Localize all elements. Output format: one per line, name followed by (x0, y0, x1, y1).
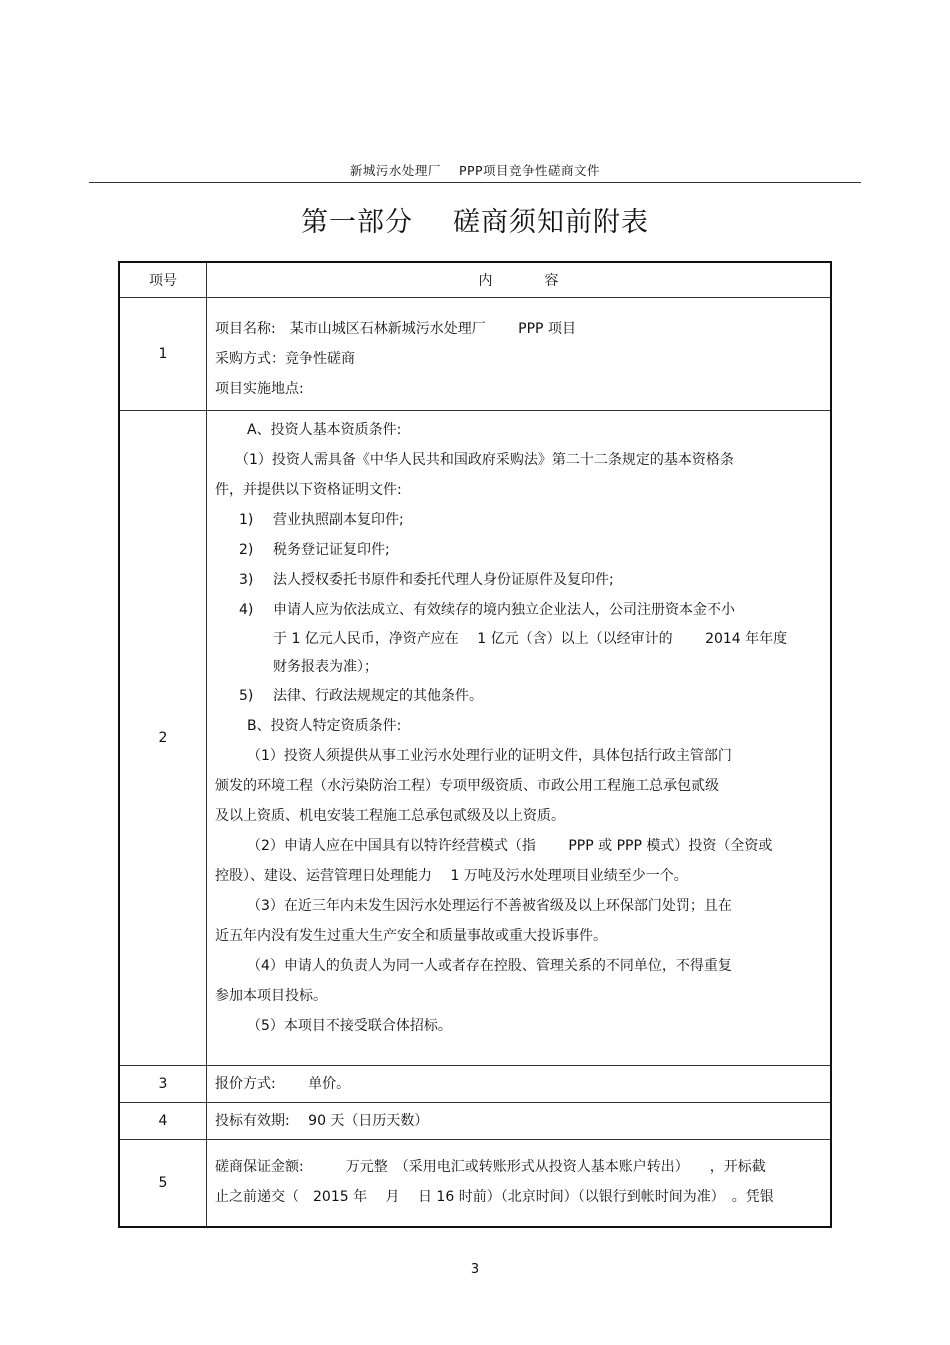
row-content (207, 1103, 832, 1140)
item-text: 营业执照副本复印件; (273, 512, 404, 528)
title-name: 磋商须知前附表 (453, 207, 649, 238)
row-num: 5 (119, 1140, 207, 1228)
row-content (207, 298, 832, 411)
row-num: 2 (119, 411, 207, 1066)
row-num: 4 (119, 1103, 207, 1140)
header-content-b: 容 (544, 273, 559, 289)
header-project: 新城污水处理厂 (349, 163, 441, 178)
item-num: 1) (239, 512, 254, 528)
item-text: 申请人应为依法成立、有效续存的境内独立企业法人，公司注册资本金不小 (273, 602, 735, 618)
bid-validity: 投标有效期: 90 天（日历天数） (215, 1113, 429, 1129)
page-header (0, 161, 950, 179)
text-line: 于 1 亿元人民币，净资产应在 1 亿元（含）以上（以经审计的 2014 年年度 (273, 631, 788, 647)
procurement-method: 采购方式：竞争性磋商 (215, 351, 355, 367)
page-title (0, 200, 950, 239)
text-line: （3）在近三年内未发生因污水处理运行不善被省级及以上环保部门处罚；且在 (247, 898, 732, 914)
text-line: 件，并提供以下资格证明文件: (215, 482, 402, 498)
row-content (207, 1066, 832, 1103)
page-number: 3 (470, 1262, 480, 1277)
header-rule (89, 182, 861, 183)
header-num: 项号 (119, 262, 207, 298)
text-line: 磋商保证金额: 万元整 （采用电汇或转账形式从投资人基本账户转出） ，开标截 (215, 1159, 766, 1175)
text-line: （2）申请人应在中国具有以特许经营模式（指 PPP 或 PPP 模式）投资（全资或 (247, 838, 773, 854)
table-header-row (119, 262, 831, 298)
text-line: （4）申请人的负责人为同一人或者存在控股、管理关系的不同单位，不得重复 (247, 958, 732, 974)
project-location: 项目实施地点: (215, 381, 304, 397)
instructions-table (118, 261, 832, 1228)
text-line: 及以上资质、机电安装工程施工总承包贰级及以上资质。 (215, 808, 565, 824)
text-line: 颁发的环境工程（水污染防治工程）专项甲级资质、市政公用工程施工总承包贰级 (215, 778, 719, 794)
item-num: 5) (239, 688, 254, 704)
header-doc: PPP项目竞争性磋商文件 (458, 163, 601, 178)
text-line: 控股）、建设、运营管理日处理能力 1 万吨及污水处理项目业绩至少一个。 (215, 868, 688, 884)
list-item (215, 595, 820, 625)
table-row (119, 298, 831, 411)
list-item (215, 681, 820, 711)
table-row (119, 411, 831, 1066)
item-text: 税务登记证复印件; (273, 542, 390, 558)
list-item (215, 535, 820, 565)
item-num: 2) (239, 542, 254, 558)
item-num: 4) (239, 602, 254, 618)
table-row (119, 1066, 831, 1103)
section-b-title: B、投资人特定资质条件: (247, 718, 402, 734)
text-line: 参加本项目投标。 (215, 988, 327, 1004)
item-text: 法人授权委托书原件和委托代理人身份证原件及复印件; (273, 572, 614, 588)
table-row (119, 1103, 831, 1140)
list-item (215, 565, 820, 595)
row-content (207, 1140, 832, 1228)
row-num: 3 (119, 1066, 207, 1103)
project-name: 项目名称: 某市山城区石林新城污水处理厂 PPP 项目 (215, 321, 576, 337)
text-line: （5）本项目不接受联合体招标。 (247, 1018, 452, 1034)
list-item (215, 505, 820, 535)
text-line: （1）投资人须提供从事工业污水处理行业的证明文件，具体包括行政主管部门 (247, 748, 732, 764)
header-content (207, 262, 832, 298)
row-content (207, 411, 832, 1066)
quote-method: 报价方式: 单价。 (215, 1076, 351, 1092)
row-num: 1 (119, 298, 207, 411)
text-line: 近五年内没有发生过重大生产安全和质量事故或重大投诉事件。 (215, 928, 607, 944)
title-part: 第一部分 (301, 207, 413, 238)
section-a-title: A、投资人基本资质条件: (247, 422, 402, 438)
text-line: 财务报表为准）； (273, 659, 378, 675)
text-line: 止之前递交（ 2015 年 月 日 16 时前）（北京时间）（以银行到帐时间为准） 。凭银 (215, 1189, 774, 1205)
table-row (119, 1140, 831, 1228)
item-num: 3) (239, 572, 254, 588)
text-line: （1）投资人需具备《中华人民共和国政府采购法》第二十二条规定的基本资格条 (235, 452, 734, 468)
header-content-a: 内 (478, 273, 493, 289)
item-text: 法律、行政法规规定的其他条件。 (273, 688, 483, 704)
